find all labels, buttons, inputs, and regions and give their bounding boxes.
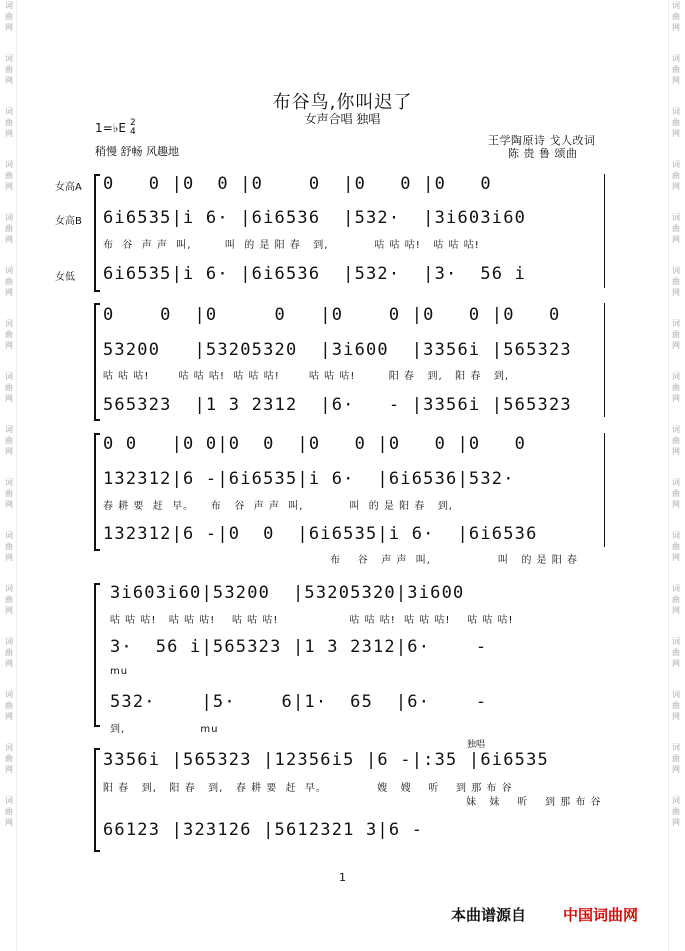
tempo-marking: 稍慢 舒畅 风趣地	[95, 145, 179, 158]
watermark-text: 词 曲 网	[5, 531, 13, 562]
lyric-line: 咕 咕 咕! 咕 咕 咕! 咕 咕 咕! 咕 咕 咕! 阳 春 到, 阳 春 到,	[103, 371, 510, 382]
barline	[604, 303, 605, 417]
watermark-text: 词 曲 网	[5, 319, 13, 350]
lyric-line: 阳 春 到, 阳 春 到, 春 耕 要 赶 早。 嫂 嫂 听 到 那 布 谷	[103, 783, 513, 794]
watermark-text: 词 曲 网	[5, 107, 13, 138]
watermark-text: 词 曲 网	[672, 1, 680, 32]
watermark-text: 词 曲 网	[672, 531, 680, 562]
lyric-line: 布 谷 声 声 叫, 叫 的 是 阳 春	[330, 555, 578, 566]
watermark-text: 词 曲 网	[672, 266, 680, 297]
notation-row: 66123 |323126 |5612321 3|6 -	[103, 820, 424, 840]
notation-row: 6i6535|i 6· |6i6536 |532· |3i603i60	[103, 208, 527, 228]
barline	[604, 174, 605, 288]
system-brace	[94, 748, 100, 852]
watermark-text: 词 曲 网	[5, 160, 13, 191]
lyric-line: 妹 妹 听 到 那 布 谷	[466, 797, 602, 808]
notation-row: 3i603i60|53200 |53205320|3i600	[110, 583, 465, 603]
lyric-line: 布 谷 声 声 叫, 叫 的 是 阳 春 到, 咕 咕 咕! 咕 咕 咕!	[103, 240, 480, 251]
system-brace	[94, 583, 100, 727]
barline	[604, 433, 605, 547]
watermark-text: 词 曲 网	[672, 796, 680, 827]
watermark-text: 词 曲 网	[672, 54, 680, 85]
watermark-text: 词 曲 网	[672, 743, 680, 774]
voice-label-alto: 女低	[55, 272, 75, 283]
voice-label-soprano-a: 女高A	[55, 182, 82, 193]
system-brace	[94, 174, 100, 292]
watermark-text: 词 曲 网	[672, 425, 680, 456]
watermark-text: 词 曲 网	[672, 160, 680, 191]
notation-row: 3356i |565323 |12356i5 |6 -|:35 |6i6535	[103, 750, 549, 770]
lyric-line: mu	[110, 666, 129, 677]
lyricist-credit: 王学陶原诗 戈人改词	[488, 134, 596, 147]
lyric-line: 咕 咕 咕! 咕 咕 咕! 咕 咕 咕! 咕 咕 咕! 咕 咕 咕! 咕 咕 咕!	[110, 615, 514, 626]
notation-row: 3· 56 i|565323 |1 3 2312|6· -	[110, 637, 488, 657]
notation-row: 6i6535|i 6· |6i6536 |532· |3· 56 i	[103, 264, 527, 284]
composer-credit: 陈 贵 鲁 颂曲	[508, 147, 578, 160]
lyric-line: 到, mu	[110, 724, 219, 735]
watermark-text: 词 曲 网	[672, 690, 680, 721]
notation-row: 53200 |53205320 |3i600 |3356i |565323	[103, 340, 572, 360]
watermark-text: 词 曲 网	[672, 213, 680, 244]
song-subtitle: 女声合唱 独唱	[304, 112, 381, 126]
source-label: 本曲谱源自	[451, 906, 527, 924]
watermark-text: 词 曲 网	[672, 107, 680, 138]
notation-row: 0 0 |0 0|0 0 |0 0 |0 0 |0 0	[103, 434, 527, 454]
watermark-text: 词 曲 网	[5, 213, 13, 244]
watermark-text: 词 曲 网	[5, 690, 13, 721]
meter-top: 2	[130, 118, 136, 128]
lyric-line: 春 耕 要 赶 早。 布 谷 声 声 叫, 叫 的 是 阳 春 到,	[103, 501, 453, 512]
song-title: 布谷鸟,你叫迟了	[272, 92, 413, 113]
notation-row: 132312|6 -|6i6535|i 6· |6i6536|532·	[103, 469, 515, 489]
watermark-text: 词 曲 网	[5, 266, 13, 297]
system-brace	[94, 433, 100, 551]
watermark-right-strip	[668, 0, 683, 951]
watermark-text: 词 曲 网	[672, 584, 680, 615]
watermark-text: 词 曲 网	[5, 1, 13, 32]
watermark-left-strip	[2, 0, 17, 951]
source-site-link[interactable]: 中国词曲网	[563, 906, 639, 924]
watermark-text: 词 曲 网	[672, 478, 680, 509]
watermark-text: 词 曲 网	[5, 478, 13, 509]
notation-row: 565323 |1 3 2312 |6· - |3356i |565323	[103, 395, 572, 415]
time-signature	[130, 119, 136, 137]
watermark-text: 词 曲 网	[672, 637, 680, 668]
notation-row: 0 0 |0 0 |0 0 |0 0 |0 0	[103, 174, 492, 194]
system-brace	[94, 303, 100, 421]
page-number: 1	[339, 871, 346, 884]
watermark-text: 词 曲 网	[5, 743, 13, 774]
watermark-text: 词 曲 网	[5, 372, 13, 403]
key-signature: 1=♭E	[95, 121, 126, 135]
watermark-text: 词 曲 网	[5, 637, 13, 668]
notation-row: 132312|6 -|0 0 |6i6535|i 6· |6i6536	[103, 524, 538, 544]
watermark-text: 词 曲 网	[5, 584, 13, 615]
meter-bottom: 4	[130, 127, 136, 137]
notation-row: 0 0 |0 0 |0 0 |0 0 |0 0	[103, 305, 561, 325]
watermark-text: 词 曲 网	[5, 796, 13, 827]
solo-marking: 独唱	[467, 740, 486, 750]
voice-label-soprano-b: 女高B	[55, 216, 82, 227]
notation-row: 532· |5· 6|1· 65 |6· -	[110, 692, 488, 712]
watermark-text: 词 曲 网	[672, 319, 680, 350]
watermark-text: 词 曲 网	[5, 425, 13, 456]
watermark-text: 词 曲 网	[5, 54, 13, 85]
watermark-text: 词 曲 网	[672, 372, 680, 403]
